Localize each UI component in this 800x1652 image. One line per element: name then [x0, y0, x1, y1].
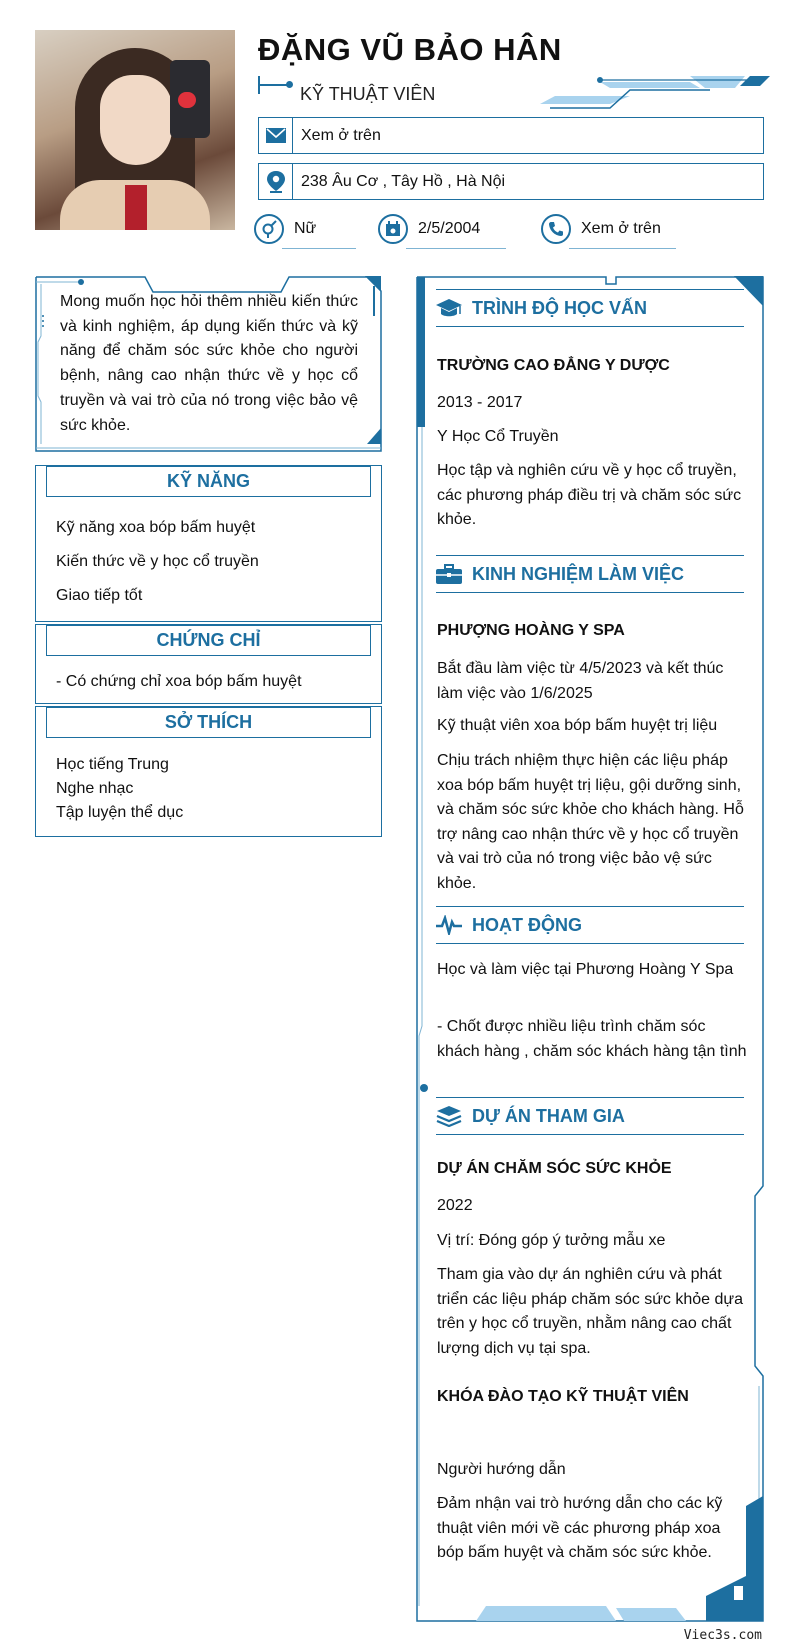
experience-description: Chịu trách nhiệm thực hiện các liệu pháp xoa bóp bấm huyệt trị liệu, gội dưỡng sinh, và chăm sóc sức khỏe cho khách hàng. Hỗ trợ nâng cao nhận thức về y học cổ truyền và vai trò của nó trong việc bảo vệ sức khỏe. — [437, 752, 744, 892]
email-field — [258, 117, 764, 154]
skills-heading: KỸ NĂNG — [46, 466, 371, 497]
title-line-decoration — [258, 84, 290, 86]
project-description: Tham gia vào dự án nghiên cứu và phát triển các liệu pháp chăm sóc sức khỏe dựa trên y học cổ truyền, nhằm nâng cao chất lượng dịch vụ tại spa. — [437, 1266, 744, 1357]
job-title: KỸ THUẬT VIÊN — [300, 84, 436, 104]
graduation-cap-icon — [436, 297, 466, 319]
education-description: Học tập và nghiên cứu về y học cổ truyền, các phương pháp điều trị và chăm sóc sức khỏe. — [437, 462, 742, 528]
project-name: DỰ ÁN CHĂM SÓC SỨC KHỎE — [437, 1160, 672, 1177]
project-description: Đảm nhận vai trò hướng dẫn cho các kỹ thuật viên mới về các phương pháp xoa bóp bấm huyệt và chăm sóc sức khỏe. — [437, 1495, 723, 1561]
activities-heading-label: HOẠT ĐỘNG — [472, 914, 582, 935]
gender-item — [254, 212, 316, 246]
skill-item: Kiến thức về y học cổ truyền — [56, 553, 259, 570]
location-pin-icon — [259, 164, 293, 199]
birthday-underline — [406, 248, 506, 249]
career-objective: Mong muốn học hỏi thêm nhiều kiến thức và kinh nghiệm, áp dụng kiến thức và kỹ năng để chăm sóc sức khỏe cho người bệnh, nâng cao nhận thức về y học cổ truyền và vai trò của nó trong việc bảo vệ sức khỏe. — [60, 293, 358, 434]
calendar-icon — [378, 214, 408, 244]
address-field — [258, 163, 764, 200]
company-name: PHƯỢNG HOÀNG Y SPA — [437, 622, 625, 639]
education-period: 2013 - 2017 — [437, 394, 523, 411]
activity-item: Học và làm việc tại Phương Hoàng Y Spa — [437, 961, 734, 978]
heartbeat-icon — [436, 915, 466, 935]
certificate-item: - Có chứng chỉ xoa bóp bấm huyệt — [56, 673, 302, 690]
projects-heading-label: DỰ ÁN THAM GIA — [472, 1105, 625, 1126]
project-name: KHÓA ĐÀO TẠO KỸ THUẬT VIÊN — [437, 1388, 689, 1405]
hobby-item: Tập luyện thể dục — [56, 804, 184, 821]
hobby-item: Nghe nhạc — [56, 780, 134, 797]
certificates-heading: CHỨNG CHỈ — [46, 625, 371, 656]
education-major: Y Học Cổ Truyền — [437, 428, 559, 445]
phone-value: Xem ở trên — [581, 220, 661, 237]
experience-heading-label: KINH NGHIỆM LÀM VIỆC — [472, 563, 685, 584]
experience-heading — [436, 555, 744, 593]
skill-item: Kỹ năng xoa bóp bấm huyệt — [56, 519, 256, 536]
gender-icon — [254, 214, 284, 244]
envelope-icon — [259, 118, 293, 153]
footer-watermark: Viec3s.com — [683, 1628, 762, 1643]
birthday-value: 2/5/2004 — [418, 220, 481, 237]
project-role: Vị trí: Đóng góp ý tưởng mẫu xe — [437, 1232, 666, 1249]
project-year: 2022 — [437, 1197, 473, 1214]
activities-heading — [436, 906, 744, 944]
layers-icon — [436, 1105, 466, 1127]
gender-value: Nữ — [294, 220, 317, 237]
phone-underline — [569, 248, 676, 249]
education-heading — [436, 289, 744, 327]
experience-period: Bắt đầu làm việc từ 4/5/2023 và kết thúc làm việc vào 1/6/2025 — [437, 660, 724, 702]
profile-photo — [35, 30, 235, 230]
activity-item: - Chốt được nhiều liệu trình chăm sóc khách hàng , chăm sóc khách hàng tận tình — [437, 1018, 747, 1060]
project-role: Người hướng dẫn — [437, 1461, 566, 1478]
hobbies-heading: SỞ THÍCH — [46, 707, 371, 738]
hobby-item: Học tiếng Trung — [56, 756, 169, 773]
education-heading-label: TRÌNH ĐỘ HỌC VẤN — [472, 297, 647, 318]
phone-icon — [541, 214, 571, 244]
candidate-name: ĐẶNG VŨ BẢO HÂN — [258, 32, 562, 67]
briefcase-icon — [436, 563, 466, 585]
header-circuit-decoration — [540, 74, 770, 114]
birthday-item — [378, 212, 480, 246]
school-name: TRƯỜNG CAO ĐẲNG Y DƯỢC — [437, 357, 670, 374]
gender-underline — [282, 248, 356, 249]
projects-heading — [436, 1097, 744, 1135]
address-value: 238 Âu Cơ , Tây Hồ , Hà Nội — [301, 172, 506, 190]
email-value: Xem ở trên — [301, 126, 381, 144]
skill-item: Giao tiếp tốt — [56, 587, 143, 604]
experience-position: Kỹ thuật viên xoa bóp bấm huyệt trị liệu — [437, 717, 718, 734]
phone-item — [541, 212, 661, 246]
